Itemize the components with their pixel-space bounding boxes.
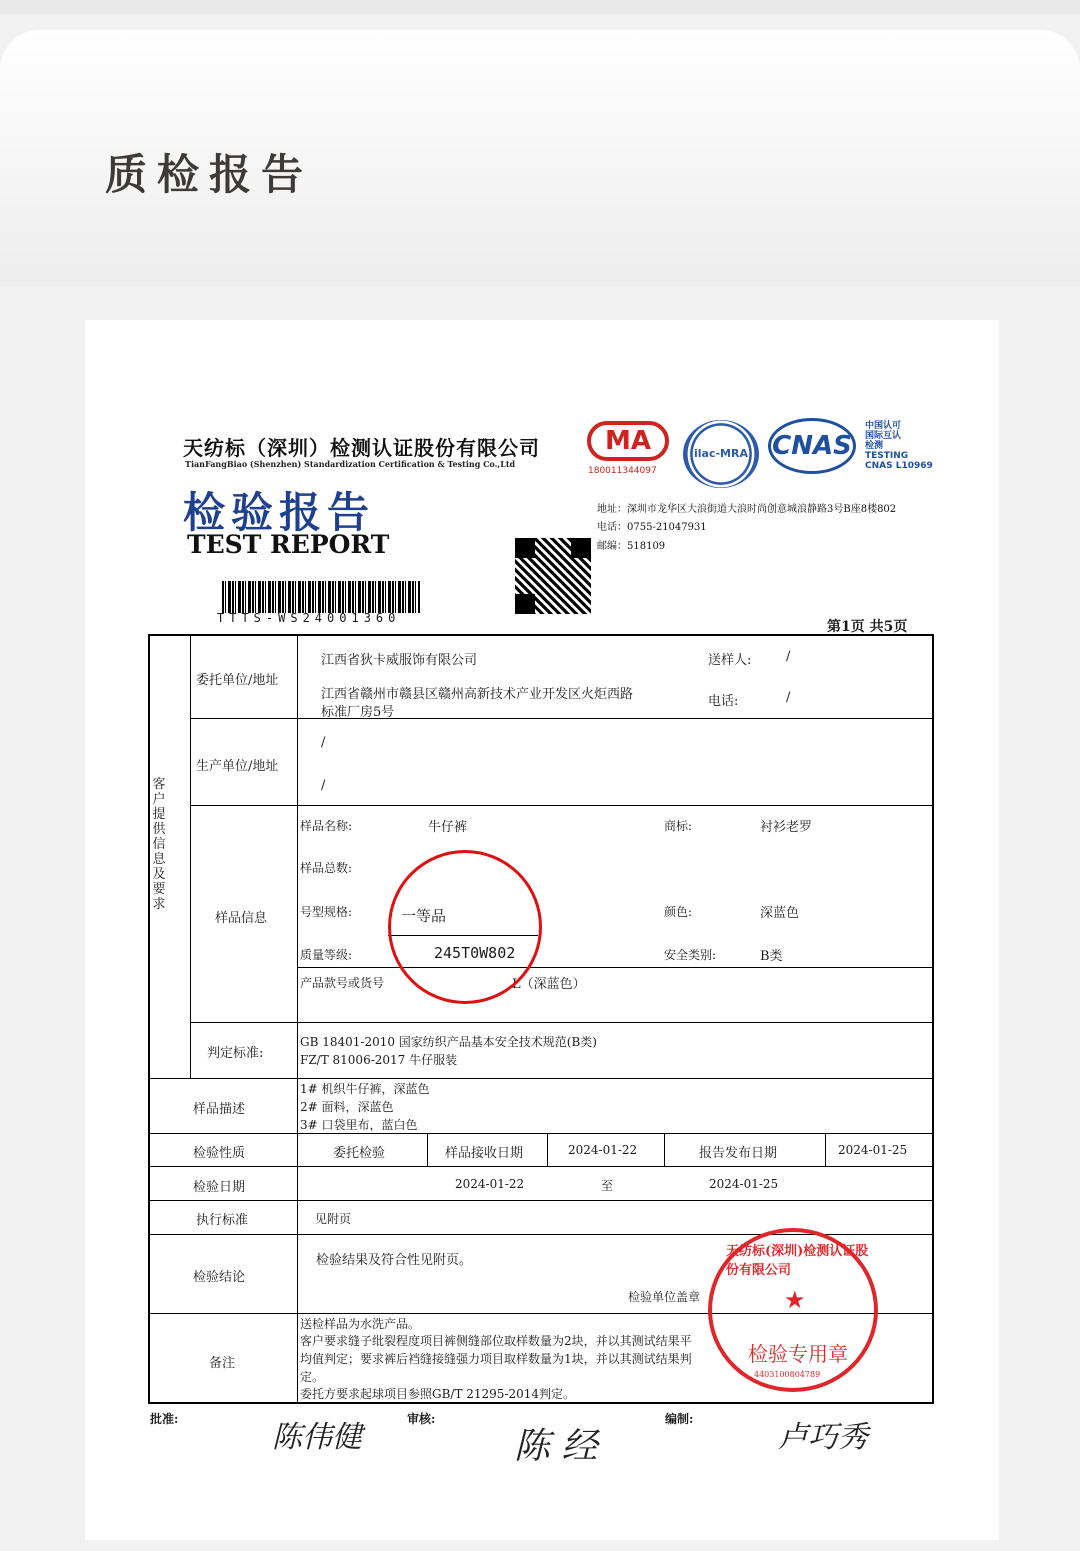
client-label: 委托单位/地址 xyxy=(196,673,279,688)
lab-address: 地址：深圳市龙华区大浪街道大浪时尚创意城浪静路3号B座8楼802 xyxy=(597,504,897,515)
issue-date-value: 2024-01-25 xyxy=(838,1143,908,1157)
test-date-from: 2024-01-22 xyxy=(455,1177,525,1191)
report-title-cn: 检验报告 xyxy=(183,488,376,537)
compile-signature: 卢巧秀 xyxy=(778,1420,868,1455)
style-number-value: L（深蓝色） xyxy=(512,977,586,992)
producer-value-1: / xyxy=(321,735,326,750)
conclusion-value: 检验结果及符合性见附页。 xyxy=(316,1253,473,1268)
description-label: 样品描述 xyxy=(193,1102,246,1117)
standard-line-1: GB 18401-2010 国家纺织产品基本安全技术规范(B类) xyxy=(300,1035,597,1049)
remark-label: 备注 xyxy=(209,1356,236,1371)
sample-count-label: 样品总数: xyxy=(300,861,353,875)
approve-signature: 陈伟健 xyxy=(272,1420,362,1455)
description-line-2: 2# 面料，深蓝色 xyxy=(300,1100,394,1114)
inspection-seal-icon: 天纺标(深圳)检测认证股份有限公司 ★ 检验专用章 4403100804789 xyxy=(708,1228,878,1392)
ilac-mra-logo-icon: ilac-MRA xyxy=(683,420,759,488)
remark-line-1: 送检样品为水洗产品。 xyxy=(300,1317,421,1331)
exec-standard-label: 执行标准 xyxy=(196,1213,249,1228)
barcode-icon xyxy=(222,581,420,613)
tel-value: / xyxy=(786,690,791,705)
test-date-to: 2024-01-25 xyxy=(709,1177,779,1191)
red-circle-annotation xyxy=(388,850,542,1004)
qr-code-icon xyxy=(515,538,591,614)
grade-label: 质量等级: xyxy=(300,948,353,962)
color-label: 颜色: xyxy=(664,905,693,919)
safety-value: B类 xyxy=(760,949,783,964)
spec-value: 一等品 xyxy=(401,907,447,925)
cnas-text: 中国认可 国际互认 检测 TESTING CNAS L10969 xyxy=(865,421,933,471)
review-label: 审核: xyxy=(407,1412,436,1426)
sample-name-label: 样品名称: xyxy=(300,819,353,833)
page-indicator: 第1页 共5页 xyxy=(827,619,908,635)
remark-line-3: 均值判定；要求裤后裆缝接缝强力项目取样数量为1块，并以其测试结果判 xyxy=(300,1352,692,1366)
grade-value: 245T0W802 xyxy=(434,944,516,962)
test-date-to-word: 至 xyxy=(601,1179,614,1193)
report-number: TTTS-WS24001360 xyxy=(217,611,401,625)
style-number-label: 产品款号或货号 xyxy=(300,976,385,990)
description-line-3: 3# 口袋里布，蓝白色 xyxy=(300,1118,418,1132)
lab-postcode: 邮编：518109 xyxy=(597,541,666,552)
client-info-side-label: 客户提供信息及要求 xyxy=(152,777,166,912)
client-address-line2: 标准厂房5号 xyxy=(321,705,395,720)
company-name-en: TianFangBiao (Shenzhen) Standardization Certification & Testing Co.,Ltd xyxy=(185,459,516,469)
producer-value-2: / xyxy=(321,778,326,793)
lab-phone: 电话：0755-21047931 xyxy=(597,522,707,533)
standard-line-2: FZ/T 81006-2017 牛仔服装 xyxy=(300,1053,458,1067)
remark-line-5: 委托方要求起球项目参照GB/T 21295-2014判定。 xyxy=(300,1387,576,1401)
sender-value: / xyxy=(786,649,791,664)
nature-label: 检验性质 xyxy=(193,1146,246,1161)
conclusion-label: 检验结论 xyxy=(193,1270,246,1285)
description-line-1: 1# 机织牛仔裤，深蓝色 xyxy=(300,1082,430,1096)
company-name-cn: 天纺标（深圳）检测认证股份有限公司 xyxy=(183,436,540,460)
remark-line-2: 客户要求缝子纰裂程度项目裤侧缝部位取样数量为2块，并以其测试结果平 xyxy=(300,1334,692,1348)
client-address-line1: 江西省赣州市赣县区赣州高新技术产业开发区火炬西路 xyxy=(321,687,634,702)
producer-label: 生产单位/地址 xyxy=(196,759,279,774)
exec-standard-value: 见附页 xyxy=(315,1212,352,1226)
stamp-line: 检验单位盖章 xyxy=(628,1290,701,1304)
spec-label: 号型规格: xyxy=(300,905,353,919)
cnas-logo-icon: CNAS xyxy=(768,418,856,474)
approve-label: 批准: xyxy=(150,1412,179,1426)
received-date-value: 2024-01-22 xyxy=(568,1143,638,1157)
cma-logo-icon: MA xyxy=(587,421,669,461)
sample-info-label: 样品信息 xyxy=(215,911,268,926)
sample-name-value: 牛仔裤 xyxy=(428,820,468,835)
review-signature: 陈 经 xyxy=(514,1426,598,1467)
brand-label: 商标: xyxy=(664,819,693,833)
remark-line-4: 定。 xyxy=(300,1370,325,1384)
standard-label: 判定标准: xyxy=(207,1046,264,1061)
section-title: 质检报告 xyxy=(105,150,314,199)
tel-label: 电话: xyxy=(708,694,739,709)
safety-label: 安全类别: xyxy=(664,948,717,962)
received-date-label: 样品接收日期 xyxy=(445,1146,524,1161)
test-date-label: 检验日期 xyxy=(193,1180,246,1195)
issue-date-label: 报告发布日期 xyxy=(699,1146,778,1161)
sender-label: 送样人: xyxy=(708,653,752,668)
top-divider xyxy=(0,0,1080,14)
report-title-en: TEST REPORT xyxy=(187,530,390,559)
client-name: 江西省狄卡威服饰有限公司 xyxy=(321,653,478,668)
brand-value: 衬衫老罗 xyxy=(760,820,813,835)
compile-label: 编制: xyxy=(665,1412,694,1426)
color-value: 深蓝色 xyxy=(760,906,800,921)
nature-value: 委托检验 xyxy=(333,1146,386,1161)
cma-number: 180011344097 xyxy=(588,466,657,476)
